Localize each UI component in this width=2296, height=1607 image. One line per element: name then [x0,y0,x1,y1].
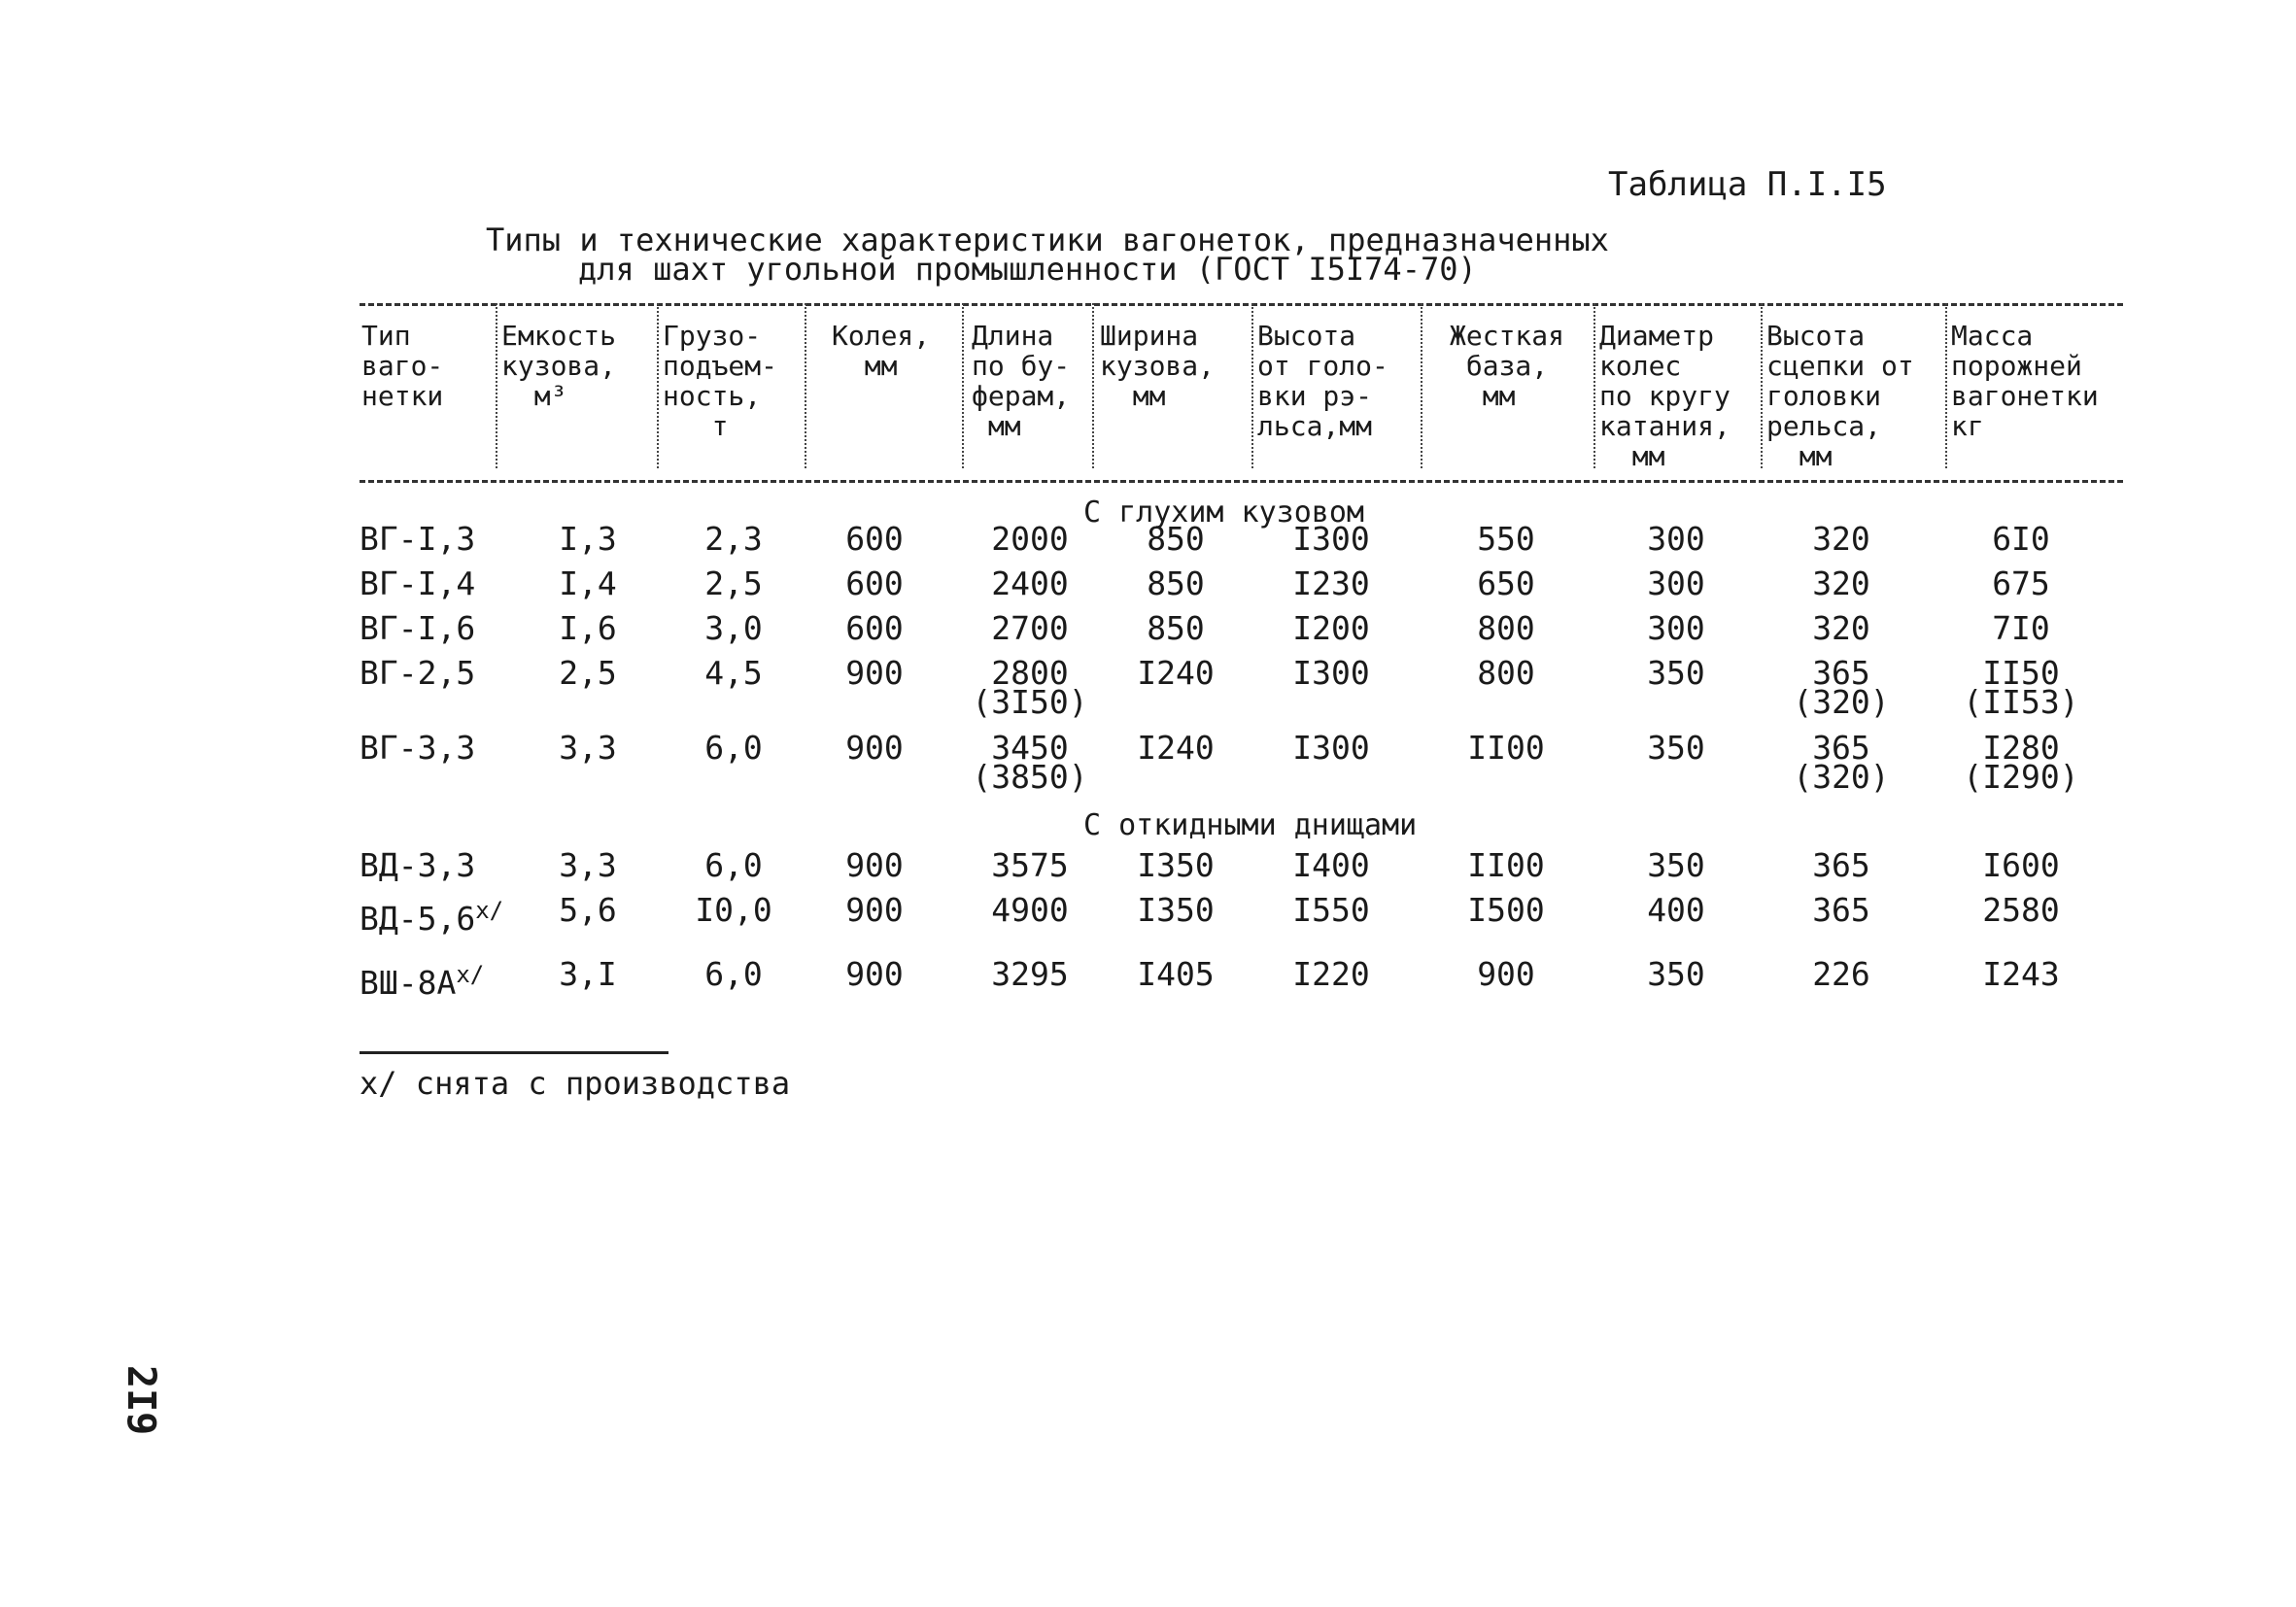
cell-base-value: 800 [1477,654,1535,692]
cell-length-value: 3450 [991,729,1069,767]
cell-wheel-value: 300 [1647,564,1705,602]
cell-length [962,729,1098,796]
cell-width-value: I405 [1137,955,1215,993]
cell-mass-alt-value: (I290) [1963,758,2079,796]
header-bottom-rule [360,480,2123,483]
cell-coupling-value: 320 [1812,564,1870,602]
cell-type-value: ВД-3,3 [360,846,476,884]
cell-volume-value: 5,6 [559,891,617,929]
cell-base [1438,729,1574,767]
cell-coupling-value: 365 [1812,891,1870,929]
cell-type [360,654,505,692]
cell-mass-value: II50 [1982,654,2060,692]
cell-type-value: ВГ-I,4 [360,564,476,602]
cell-wheel-value: 350 [1647,729,1705,767]
table-row [0,846,2296,890]
cell-coupling [1768,609,1914,647]
cell-height-value: I200 [1292,609,1370,647]
table-row [0,520,2296,564]
cell-volume-value: 2,5 [559,654,617,692]
cell-width-value: I350 [1137,891,1215,929]
header-mass: Масса порожней вагонетки кг [1951,320,2099,442]
column-separator [1945,303,1947,468]
cell-width-value: I240 [1137,729,1215,767]
cell-coupling [1768,955,1914,993]
cell-height [1268,955,1394,993]
cell-volume-value: I,6 [559,609,617,647]
cell-capacity-value: 6,0 [704,846,763,884]
cell-type [360,846,505,884]
cell-volume [525,564,651,602]
cell-wheel-value: 300 [1647,609,1705,647]
column-separator [1251,303,1253,468]
cell-mass [1948,891,2094,929]
cell-coupling-value: 365 [1812,846,1870,884]
cell-gauge [816,891,933,929]
cell-length [962,520,1098,558]
cell-capacity-value: I0,0 [695,891,772,929]
header-length: Длина по бу- ферам, мм [972,320,1071,442]
cell-volume [525,955,651,993]
cell-length-value: 3295 [991,955,1069,993]
cell-type [360,520,505,558]
cell-mass [1948,564,2094,602]
cell-gauge-value: 900 [845,891,904,929]
column-separator [1593,303,1595,468]
column-separator [657,303,659,468]
cell-length [962,891,1098,929]
cell-wheel-value: 350 [1647,846,1705,884]
cell-base-value: 550 [1477,520,1535,558]
cell-height [1268,729,1394,767]
cell-base-value: 900 [1477,955,1535,993]
cell-mass-alt-value: (II53) [1963,683,2079,721]
cell-base-value: I500 [1467,891,1545,929]
header-type: Тип ваго- нетки [361,320,444,412]
cell-height [1268,654,1394,692]
column-separator [805,303,806,468]
cell-wheel-value: 300 [1647,520,1705,558]
cell-width [1113,564,1239,602]
cell-width [1113,955,1239,993]
cell-width [1113,846,1239,884]
table-row [0,654,2296,721]
table-row [0,564,2296,608]
cell-gauge-value: 900 [845,729,904,767]
cell-height-value: I400 [1292,846,1370,884]
cell-wheel [1613,520,1739,558]
cell-capacity-value: 4,5 [704,654,763,692]
cell-width [1113,520,1239,558]
cell-width-value: I240 [1137,654,1215,692]
cell-mass [1948,654,2094,721]
cell-coupling [1768,564,1914,602]
cell-height-value: I300 [1292,520,1370,558]
table-row [0,955,2296,1002]
cell-base-value: II00 [1467,729,1545,767]
cell-length [962,609,1098,647]
cell-capacity [670,564,797,602]
cell-capacity [670,520,797,558]
cell-wheel-value: 350 [1647,955,1705,993]
cell-volume [525,520,651,558]
cell-type-value: ВД-5,6 [360,900,476,938]
cell-capacity-value: 2,3 [704,520,763,558]
cell-coupling-value: 320 [1812,520,1870,558]
header-capacity: Грузо- подъем- ность, т [663,320,778,442]
cell-height-value: I230 [1292,564,1370,602]
cell-width [1113,654,1239,692]
cell-base [1438,654,1574,692]
cell-height-value: I300 [1292,654,1370,692]
cell-width [1113,729,1239,767]
cell-type [360,896,505,938]
cell-mass [1948,729,2094,796]
cell-length-value: 2400 [991,564,1069,602]
cell-capacity-value: 6,0 [704,955,763,993]
cell-mass-value: I600 [1982,846,2060,884]
cell-length-value: 2700 [991,609,1069,647]
cell-wheel-value: 400 [1647,891,1705,929]
cell-base-value: 650 [1477,564,1535,602]
cell-mass [1948,955,2094,993]
cell-length [962,654,1098,721]
title-line-2: для шахт угольной промышленности (ГОСТ I5I74-70) [578,251,1477,288]
cell-width [1113,609,1239,647]
cell-type [360,609,505,647]
section-title-drop-bottom: С откидными днищами [1083,808,1418,842]
cell-wheel [1613,729,1739,767]
table-label: Таблица П.I.I5 [1608,165,1887,204]
table-row [0,729,2296,796]
header-base: Жесткая база, мм [1450,320,1565,412]
cell-gauge-value: 600 [845,564,904,602]
cell-height [1268,609,1394,647]
cell-type-value: ВШ-8А [360,964,457,1002]
cell-mass-value: I243 [1982,955,2060,993]
cell-height-value: I300 [1292,729,1370,767]
cell-capacity-value: 2,5 [704,564,763,602]
cell-gauge [816,609,933,647]
cell-type [360,564,505,602]
section-title-solid-body: С глухим кузовом [1083,496,1364,530]
cell-gauge [816,654,933,692]
header-gauge: Колея, мм [832,320,931,382]
page-number: 2I9 [119,1365,163,1436]
cell-coupling [1768,729,1914,796]
cell-length-value: 2800 [991,654,1069,692]
header-top-rule [360,303,2123,306]
cell-coupling [1768,654,1914,721]
cell-coupling-value: 226 [1812,955,1870,993]
cell-coupling [1768,846,1914,884]
cell-type [360,729,505,767]
cell-height [1268,891,1394,929]
cell-gauge-value: 600 [845,520,904,558]
cell-wheel-value: 350 [1647,654,1705,692]
cell-mass [1948,846,2094,884]
cell-gauge [816,564,933,602]
header-volume: Емкость кузова, м³ [501,320,617,412]
cell-type-value: ВГ-2,5 [360,654,476,692]
cell-length-alt-value: (3850) [972,758,1088,796]
cell-base [1438,564,1574,602]
footnote-mark: x/ [456,961,485,988]
cell-wheel [1613,654,1739,692]
cell-mass-value: I280 [1982,729,2060,767]
footnote-mark: x/ [475,897,504,924]
table-title [486,222,1609,288]
cell-length-value: 4900 [991,891,1069,929]
cell-type [360,960,505,1002]
column-separator [962,303,964,468]
cell-volume [525,729,651,767]
cell-mass-value: 7I0 [1992,609,2050,647]
cell-volume-value: 3,3 [559,729,617,767]
cell-gauge [816,955,933,993]
footnote: x/ снята с производства [360,1065,791,1102]
column-separator [1761,303,1763,468]
cell-base-value: II00 [1467,846,1545,884]
cell-mass-value: 675 [1992,564,2050,602]
cell-length-alt-value: (3I50) [972,683,1088,721]
cell-capacity-value: 6,0 [704,729,763,767]
cell-capacity [670,654,797,692]
cell-base [1438,520,1574,558]
title-line-1: Типы и технические характеристики вагонеток, предназначенных [486,222,1609,258]
cell-height [1268,564,1394,602]
footnote-rule [360,1051,668,1054]
cell-base [1438,955,1574,993]
cell-coupling-value: 365 [1812,654,1870,692]
cell-gauge-value: 900 [845,654,904,692]
cell-coupling [1768,520,1914,558]
cell-width-value: 850 [1147,564,1205,602]
cell-coupling-alt-value: (320) [1793,683,1890,721]
cell-base [1438,609,1574,647]
table-row [0,891,2296,938]
cell-length [962,564,1098,602]
cell-mass-value: 2580 [1982,891,2060,929]
column-separator [1092,303,1094,468]
cell-type-value: ВГ-I,3 [360,520,476,558]
cell-width-value: 850 [1147,609,1205,647]
cell-volume-value: 3,3 [559,846,617,884]
cell-length-value: 3575 [991,846,1069,884]
cell-coupling-alt-value: (320) [1793,758,1890,796]
header-coupling: Высота сцепки от головки рельса, мм [1766,320,1914,472]
cell-width [1113,891,1239,929]
cell-length [962,846,1098,884]
cell-base [1438,891,1574,929]
cell-gauge [816,729,933,767]
cell-type-value: ВГ-3,3 [360,729,476,767]
cell-height-value: I220 [1292,955,1370,993]
cell-height-value: I550 [1292,891,1370,929]
cell-coupling-value: 320 [1812,609,1870,647]
cell-height [1268,520,1394,558]
cell-volume [525,846,651,884]
cell-wheel [1613,609,1739,647]
cell-gauge-value: 900 [845,846,904,884]
cell-length [962,955,1098,993]
cell-width-value: 850 [1147,520,1205,558]
cell-capacity [670,609,797,647]
cell-base-value: 800 [1477,609,1535,647]
cell-base [1438,846,1574,884]
cell-volume-value: 3,I [559,955,617,993]
cell-wheel [1613,846,1739,884]
header-height: Высота от голо- вки рэ- льса,мм [1257,320,1388,442]
cell-capacity [670,955,797,993]
cell-volume [525,609,651,647]
cell-wheel [1613,955,1739,993]
table-row [0,609,2296,653]
cell-wheel [1613,891,1739,929]
cell-capacity [670,846,797,884]
cell-length-value: 2000 [991,520,1069,558]
cell-mass-value: 6I0 [1992,520,2050,558]
cell-wheel [1613,564,1739,602]
cell-type-value: ВГ-I,6 [360,609,476,647]
cell-capacity [670,729,797,767]
cell-height [1268,846,1394,884]
cell-mass [1948,609,2094,647]
header-wheel: Диаметр колес по кругу катания, мм [1599,320,1731,472]
cell-coupling-value: 365 [1812,729,1870,767]
cell-volume-value: I,3 [559,520,617,558]
cell-gauge [816,846,933,884]
cell-mass [1948,520,2094,558]
column-separator [496,303,497,468]
cell-width-value: I350 [1137,846,1215,884]
cell-coupling [1768,891,1914,929]
cell-gauge-value: 900 [845,955,904,993]
cell-volume [525,654,651,692]
cell-volume-value: I,4 [559,564,617,602]
cell-volume [525,891,651,929]
cell-capacity-value: 3,0 [704,609,763,647]
cell-gauge [816,520,933,558]
cell-gauge-value: 600 [845,609,904,647]
header-width: Ширина кузова, мм [1100,320,1216,412]
column-separator [1421,303,1422,468]
cell-capacity [670,891,797,929]
